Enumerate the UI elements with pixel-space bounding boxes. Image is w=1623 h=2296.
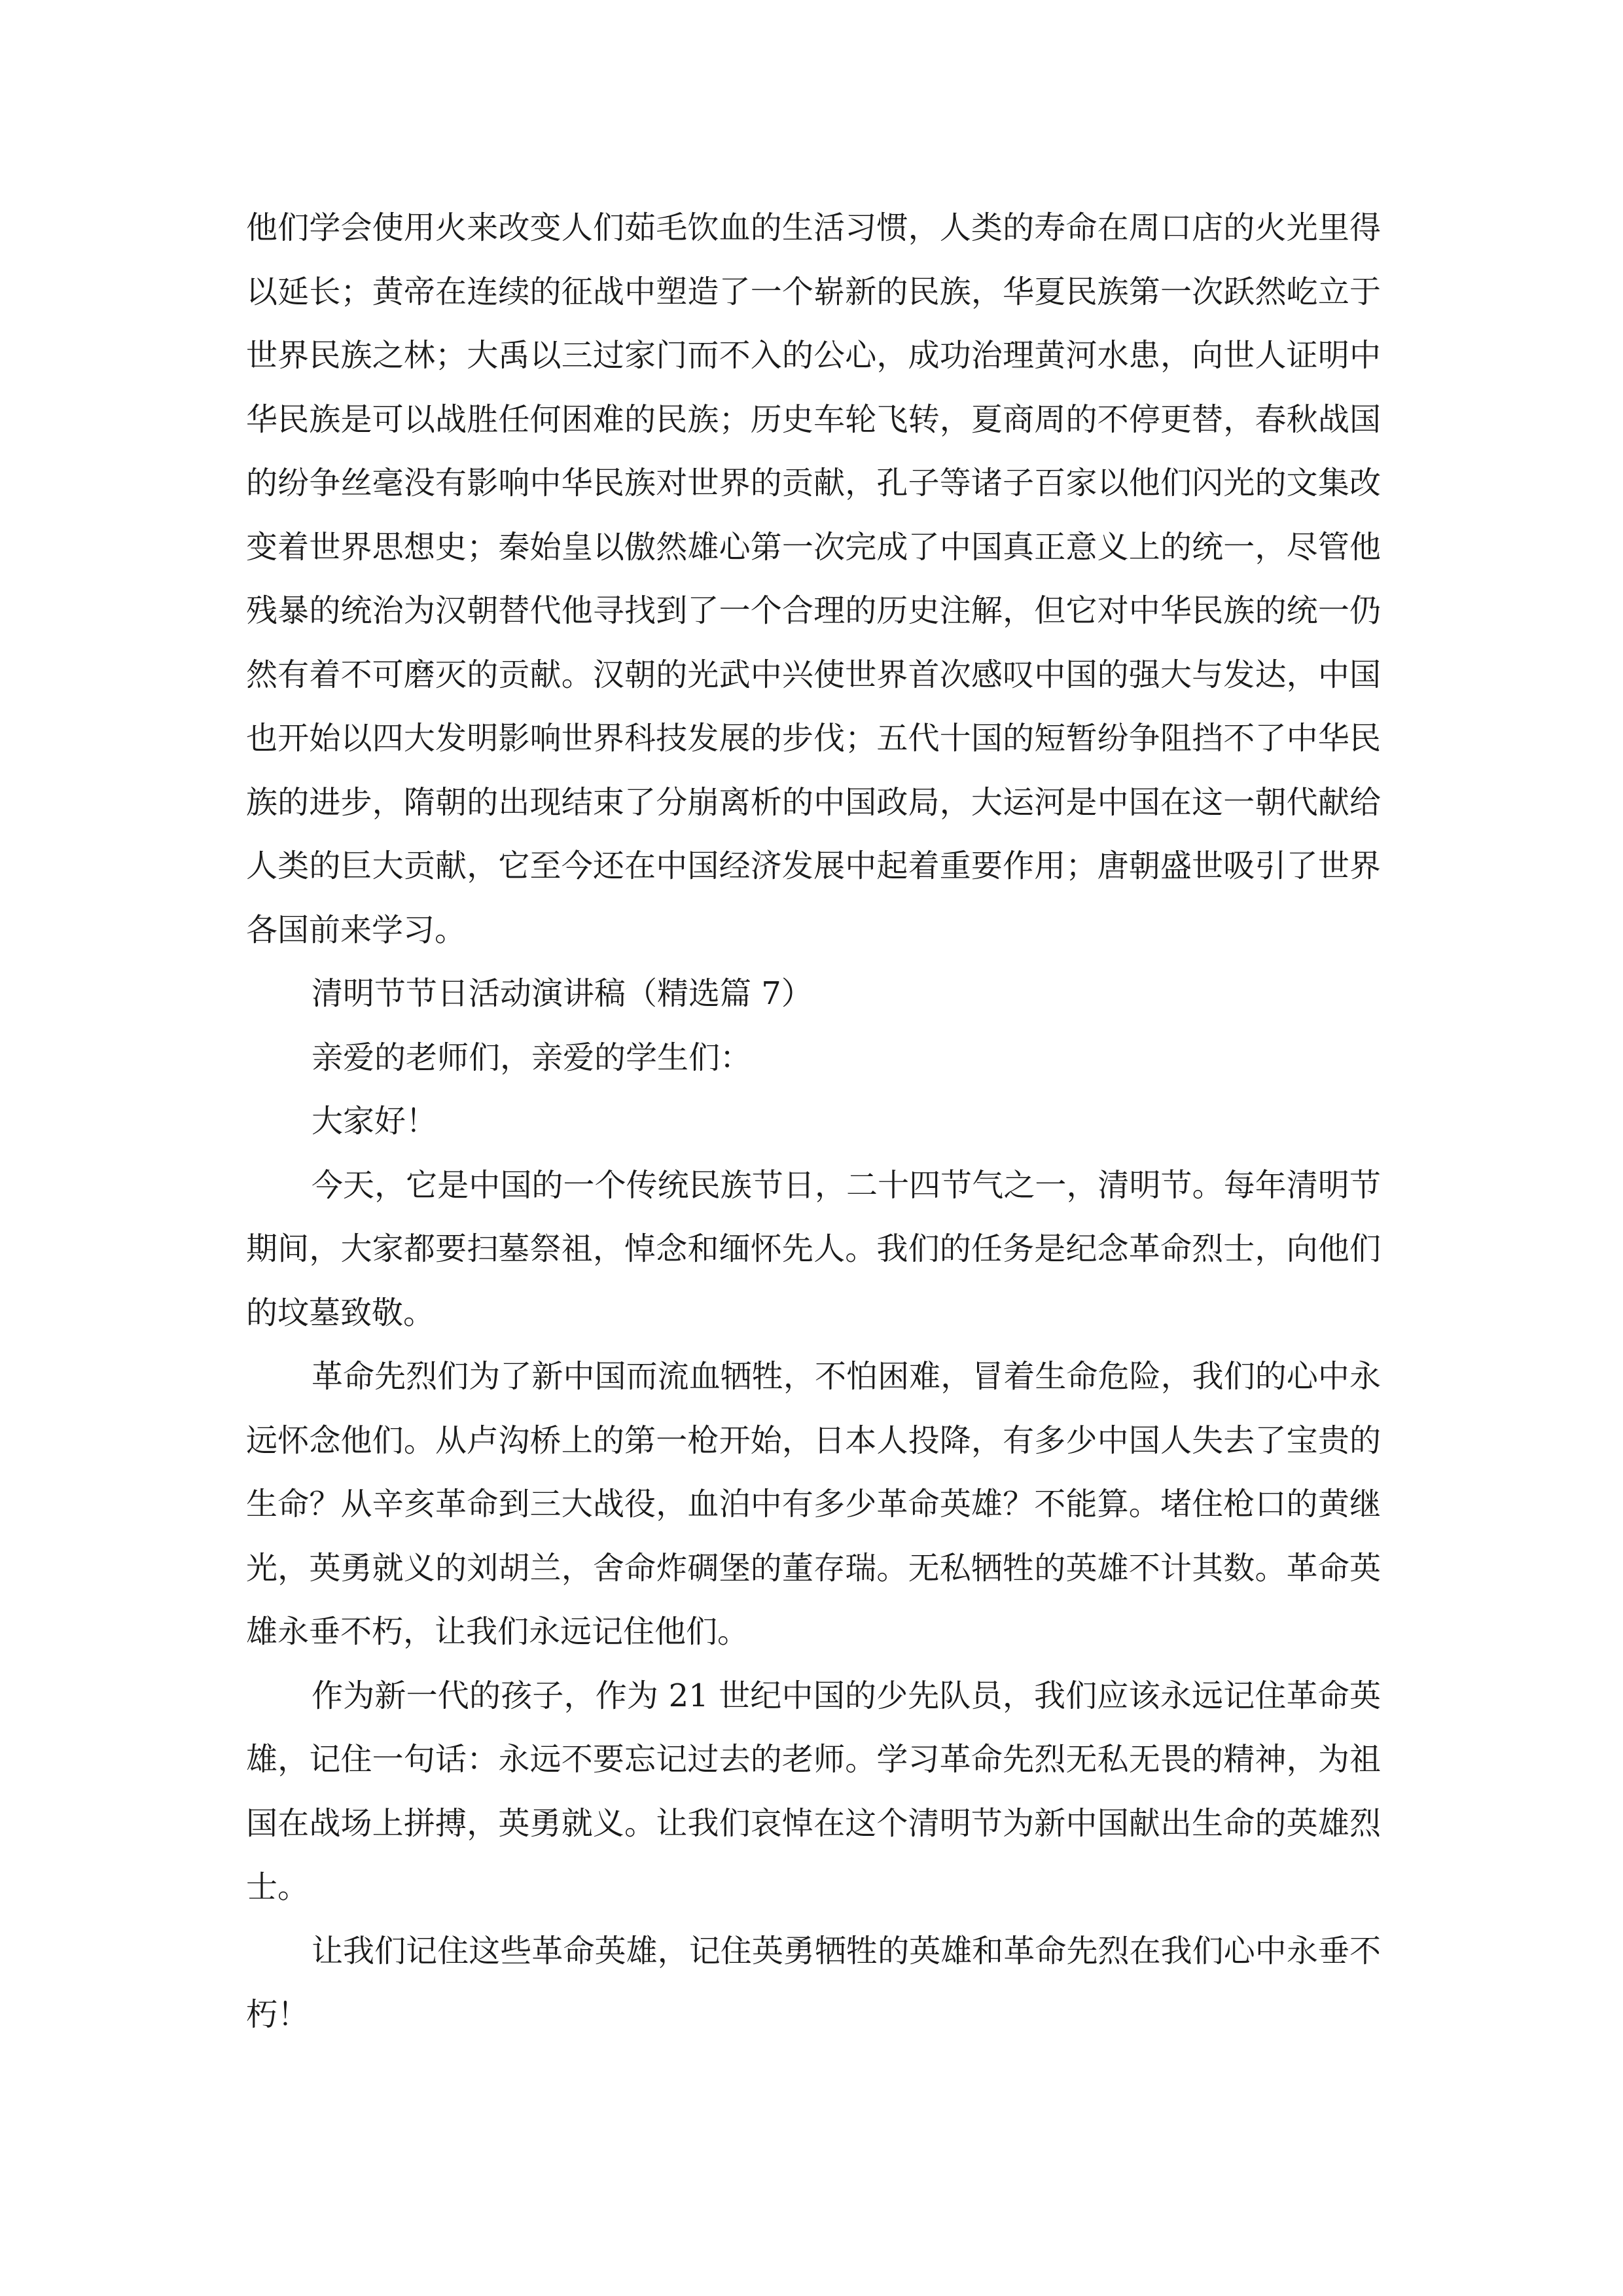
intro-paragraph: 今天，它是中国的一个传统民族节日，二十四节气之一，清明节。每年清明节期间，大家都要扫墓祭祖，悼念和缅怀先人。我们的任务是纪念革命烈士，向他们的坟墓致敬。 (246, 1166, 1381, 1331)
martyrs-paragraph: 革命先烈们为了新中国而流血牺牲，不怕困难，冒着生命危险，我们的心中永远怀念他们。从卢沟桥上的第一枪开始，日本人投降，有多少中国人失去了宝贵的生命？从辛亥革命到三大战役，血泊中有多少革命英雄？不能算。堵住枪口的黄继光，英勇就义的刘胡兰，舍命炸碉堡的董存瑞。无私牺牲的英雄不计其数。革命英雄永垂不朽，让我们永远记住他们。 (246, 1358, 1381, 1650)
section-title: 清明节节日活动演讲稿（精选篇 7） (312, 975, 813, 1012)
greeting: 大家好！ (312, 1103, 438, 1139)
closing-paragraph: 让我们记住这些革命英雄，记住英勇牺牲的英雄和革命先烈在我们心中永垂不朽！ (246, 1932, 1381, 2033)
document-page (246, 196, 1381, 2047)
history-paragraph: 他们学会使用火来改变人们茹毛饮血的生活习惯，人类的寿命在周口店的火光里得以延长；黄帝在连续的征战中塑造了一个崭新的民族，华夏民族第一次跃然屹立于世界民族之林；大禹以三过家门而不入的公心，成功治理黄河水患，向世人证明中华民族是可以战胜任何困难的民族；历史车轮飞转，夏商周的不停更替，春秋战国的纷争丝毫没有影响中华民族对世界的贡献，孔子等诸子百家以他们闪光的文集改变着世界思想史；秦始皇以傲然雄心第一次完成了中国真正意义上的统一，尽管他残暴的统治为汉朝替代他寻找到了一个合理的历史注解，但它对中华民族的统一仍然有着不可磨灭的贡献。汉朝的光武中兴使世界首次感叹中国的强大与发达，中国也开始以四大发明影响世界科技发展的步伐；五代十国的短暂纷争阻挡不了中华民族的进步，隋朝的出现结束了分崩离析的中国政局，大运河是中国在这一朝代献给人类的巨大贡献，它至今还在中国经济发展中起着重要作用；唐朝盛世吸引了世界各国前来学习。 (246, 209, 1381, 948)
salutation: 亲爱的老师们，亲爱的学生们： (312, 1039, 752, 1076)
new-generation-paragraph: 作为新一代的孩子，作为 21 世纪中国的少先队员，我们应该永远记住革命英雄，记住一句话：永远不要忘记过去的老师。学习革命先烈无私无畏的精神，为祖国在战场上拼搏，英勇就义。让我们哀悼在这个清明节为新中国献出生命的英雄烈士。 (246, 1677, 1381, 1905)
